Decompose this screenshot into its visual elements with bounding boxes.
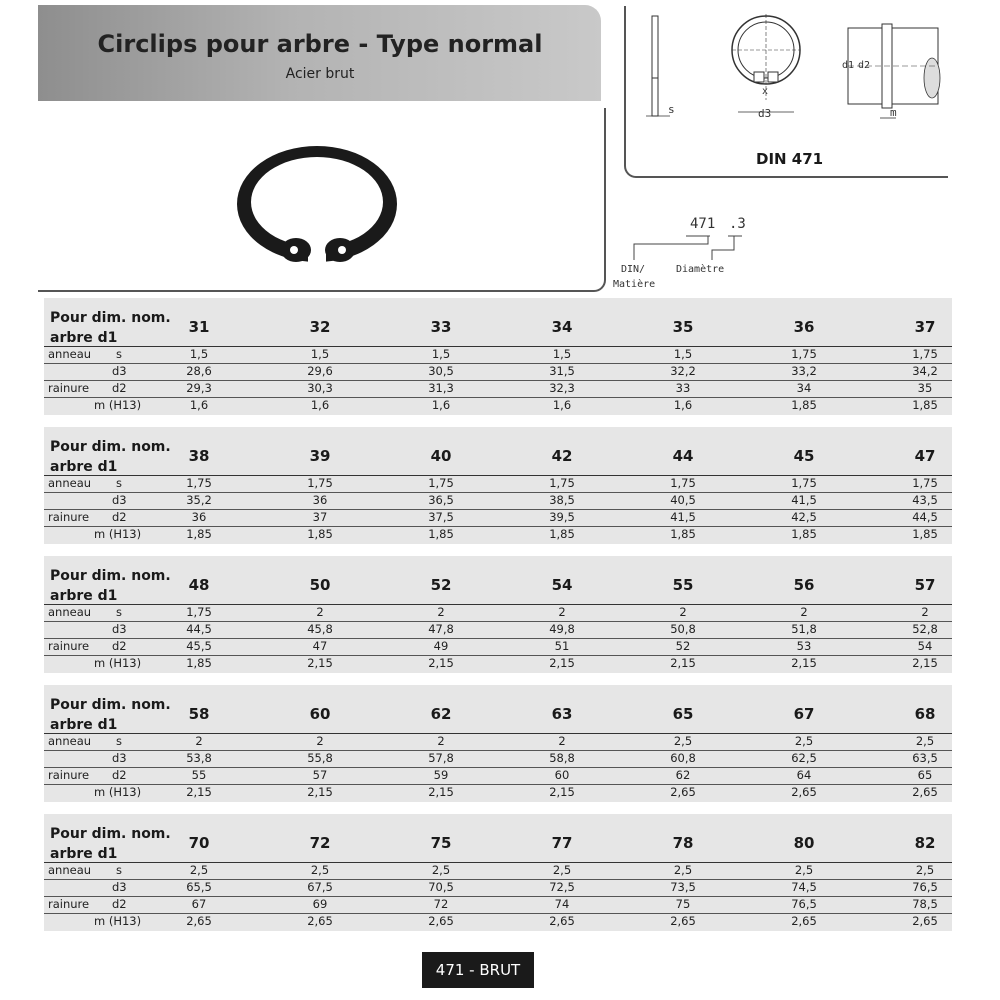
- dim-d3-label: d3: [758, 107, 772, 120]
- table-cell: 62,5: [791, 751, 817, 765]
- shaft-diameter-header: 44: [672, 447, 694, 465]
- table-cell: 67,5: [307, 880, 333, 894]
- table-cell: 64: [796, 768, 812, 782]
- table-cell: 1,6: [673, 398, 693, 412]
- shaft-diameter-header: 47: [914, 447, 936, 465]
- shaft-diameter-header: 32: [309, 318, 331, 336]
- shaft-diameter-header: 75: [430, 834, 452, 852]
- row-label-d3: d3: [112, 751, 127, 765]
- table-row-m: [44, 913, 952, 930]
- table-cell: 54: [917, 639, 933, 653]
- shaft-diameter-header: 68: [914, 705, 936, 723]
- shaft-diameter-header: 54: [551, 576, 573, 594]
- table-cell: 2: [679, 605, 687, 619]
- page-subtitle: Acier brut: [285, 66, 355, 82]
- table-cell: 2,65: [670, 785, 696, 799]
- table-cell: 1,85: [186, 656, 212, 670]
- header-label-line: Pour dim. nom.: [50, 697, 171, 713]
- table-header-label: [50, 308, 180, 348]
- table-row-d2: [44, 380, 952, 398]
- table-header-label: [50, 437, 180, 477]
- table-cell: 1,85: [670, 527, 696, 541]
- table-cell: 38,5: [549, 493, 575, 507]
- code-label-diametre: Diamètre: [676, 264, 725, 275]
- row-label-d2: d2: [112, 768, 127, 782]
- table-cell: 1,75: [186, 476, 212, 490]
- code-label-matiere: Matière: [613, 279, 656, 290]
- table-cell: 32,2: [670, 364, 696, 378]
- row-label-d3: d3: [112, 880, 127, 894]
- shaft-diameter-header: 33: [430, 318, 452, 336]
- table-cell: 2,65: [791, 914, 817, 928]
- table-cell: 2: [316, 605, 324, 619]
- code-din-number: 471: [690, 216, 716, 232]
- shaft-diameter-header: 70: [188, 834, 210, 852]
- table-cell: 30,3: [307, 381, 333, 395]
- table-cell: 47,8: [428, 622, 454, 636]
- table-cell: 59: [433, 768, 449, 782]
- table-row-m: [44, 784, 952, 801]
- table-header-row: [44, 427, 952, 476]
- table-cell: 2,15: [428, 656, 454, 670]
- table-row-d2: [44, 767, 952, 785]
- shaft-diameter-header: 77: [551, 834, 573, 852]
- table-cell: 2: [437, 605, 445, 619]
- group-label-anneau: anneau: [48, 476, 92, 490]
- shaft-diameter-header: 35: [672, 318, 694, 336]
- table-cell: 28,6: [186, 364, 212, 378]
- table-cell: 1,75: [670, 476, 696, 490]
- table-cell: 29,3: [186, 381, 212, 395]
- row-label-s: s: [116, 347, 122, 361]
- table-cell: 60: [554, 768, 570, 782]
- table-cell: 2,5: [189, 863, 209, 877]
- table-cell: 49: [433, 639, 449, 653]
- table-cell: 1,85: [307, 527, 333, 541]
- shaft-diameter-header: 38: [188, 447, 210, 465]
- group-label-rainure: rainure: [48, 897, 90, 911]
- row-label-m: m (H13): [94, 656, 142, 670]
- group-label-anneau: anneau: [48, 605, 92, 619]
- table-cell: 33: [675, 381, 691, 395]
- table-cell: 2,15: [670, 656, 696, 670]
- table-header-label: [50, 695, 180, 735]
- table-cell: 73,5: [670, 880, 696, 894]
- table-cell: 2,15: [428, 785, 454, 799]
- table-cell: 31,3: [428, 381, 454, 395]
- row-label-d2: d2: [112, 381, 127, 395]
- shaft-diameter-header: 40: [430, 447, 452, 465]
- shaft-diameter-header: 63: [551, 705, 573, 723]
- table-cell: 1,85: [912, 527, 938, 541]
- dimension-table: [44, 298, 952, 415]
- table-cell: 2,15: [186, 785, 212, 799]
- row-label-d3: d3: [112, 622, 127, 636]
- table-header-label: [50, 824, 180, 864]
- dimension-table: [44, 556, 952, 673]
- table-cell: 72,5: [549, 880, 575, 894]
- table-cell: 1,85: [791, 398, 817, 412]
- shaft-diameter-header: 34: [551, 318, 573, 336]
- table-row-s: [44, 604, 952, 622]
- shaft-diameter-header: 39: [309, 447, 331, 465]
- group-label-anneau: anneau: [48, 347, 92, 361]
- table-cell: 34,2: [912, 364, 938, 378]
- header-label-line: arbre d1: [50, 330, 118, 346]
- table-cell: 78,5: [912, 897, 938, 911]
- group-label-anneau: anneau: [48, 734, 92, 748]
- header-label-line: Pour dim. nom.: [50, 568, 171, 584]
- table-row-d2: [44, 638, 952, 656]
- table-cell: 1,75: [912, 476, 938, 490]
- group-label-anneau: anneau: [48, 863, 92, 877]
- table-cell: 1,75: [428, 476, 454, 490]
- table-cell: 1,85: [186, 527, 212, 541]
- table-cell: 1,5: [552, 347, 572, 361]
- table-cell: 2: [195, 734, 203, 748]
- shaft-diameter-header: 62: [430, 705, 452, 723]
- table-cell: 2: [316, 734, 324, 748]
- shaft-diameter-header: 42: [551, 447, 573, 465]
- table-cell: 1,6: [310, 398, 330, 412]
- table-cell: 1,75: [186, 605, 212, 619]
- shaft-diameter-header: 55: [672, 576, 694, 594]
- table-cell: 1,75: [912, 347, 938, 361]
- group-label-rainure: rainure: [48, 381, 90, 395]
- table-cell: 67: [191, 897, 207, 911]
- group-label-rainure: rainure: [48, 510, 90, 524]
- table-row-d3: [44, 492, 952, 510]
- table-cell: 74,5: [791, 880, 817, 894]
- row-label-m: m (H13): [94, 914, 142, 928]
- table-cell: 2,5: [552, 863, 572, 877]
- table-cell: 2,65: [912, 914, 938, 928]
- header-label-line: arbre d1: [50, 459, 118, 475]
- dimension-table: [44, 427, 952, 544]
- group-label-rainure: rainure: [48, 639, 90, 653]
- table-cell: 1,6: [552, 398, 572, 412]
- table-cell: 2,65: [912, 785, 938, 799]
- row-label-m: m (H13): [94, 785, 142, 799]
- table-cell: 29,6: [307, 364, 333, 378]
- header-label-line: Pour dim. nom.: [50, 826, 171, 842]
- shaft-diameter-header: 56: [793, 576, 815, 594]
- row-label-s: s: [116, 734, 122, 748]
- table-cell: 2,65: [428, 914, 454, 928]
- table-cell: 2,5: [794, 863, 814, 877]
- table-cell: 2: [921, 605, 929, 619]
- din-standard-label: DIN 471: [756, 150, 824, 168]
- table-cell: 1,85: [912, 398, 938, 412]
- table-header-label: [50, 566, 180, 606]
- header-label-line: arbre d1: [50, 846, 118, 862]
- table-cell: 57: [312, 768, 328, 782]
- code-diameter: .3: [729, 216, 746, 232]
- code-label-din: DIN/: [621, 264, 646, 275]
- table-cell: 65: [917, 768, 933, 782]
- table-cell: 2,5: [915, 734, 935, 748]
- table-cell: 1,75: [791, 347, 817, 361]
- table-cell: 2,5: [794, 734, 814, 748]
- table-cell: 58,8: [549, 751, 575, 765]
- table-cell: 43,5: [912, 493, 938, 507]
- table-cell: 2,65: [307, 914, 333, 928]
- table-cell: 41,5: [791, 493, 817, 507]
- table-cell: 40,5: [670, 493, 696, 507]
- table-cell: 76,5: [791, 897, 817, 911]
- table-row-d3: [44, 363, 952, 381]
- table-cell: 2,15: [307, 785, 333, 799]
- table-cell: 30,5: [428, 364, 454, 378]
- dimension-table: [44, 685, 952, 802]
- table-row-d2: [44, 509, 952, 527]
- table-cell: 2: [800, 605, 808, 619]
- table-cell: 1,85: [428, 527, 454, 541]
- table-cell: 32,3: [549, 381, 575, 395]
- table-cell: 2: [558, 605, 566, 619]
- table-header-row: [44, 685, 952, 734]
- shaft-diameter-header: 45: [793, 447, 815, 465]
- table-cell: 55,8: [307, 751, 333, 765]
- shaft-diameter-header: 50: [309, 576, 331, 594]
- row-label-m: m (H13): [94, 527, 142, 541]
- table-cell: 33,2: [791, 364, 817, 378]
- table-cell: 49,8: [549, 622, 575, 636]
- table-cell: 52,8: [912, 622, 938, 636]
- table-row-s: [44, 346, 952, 364]
- shaft-diameter-header: 58: [188, 705, 210, 723]
- shaft-diameter-header: 78: [672, 834, 694, 852]
- table-cell: 65,5: [186, 880, 212, 894]
- row-label-s: s: [116, 863, 122, 877]
- table-cell: 63,5: [912, 751, 938, 765]
- table-cell: 2,5: [915, 863, 935, 877]
- circlip-photo: [222, 138, 412, 280]
- table-cell: 2,65: [670, 914, 696, 928]
- dim-m-label: m: [890, 106, 897, 119]
- shaft-diameter-header: 37: [914, 318, 936, 336]
- shaft-diameter-header: 31: [188, 318, 210, 336]
- table-cell: 2,15: [549, 785, 575, 799]
- table-cell: 2,15: [307, 656, 333, 670]
- table-cell: 35: [917, 381, 933, 395]
- table-cell: 62: [675, 768, 691, 782]
- table-cell: 1,85: [549, 527, 575, 541]
- header-label-line: Pour dim. nom.: [50, 439, 171, 455]
- table-row-m: [44, 655, 952, 672]
- table-cell: 2,15: [912, 656, 938, 670]
- table-cell: 1,6: [431, 398, 451, 412]
- table-cell: 2,5: [310, 863, 330, 877]
- table-cell: 51: [554, 639, 570, 653]
- header-label-line: arbre d1: [50, 588, 118, 604]
- table-row-d3: [44, 621, 952, 639]
- dim-x-label: x: [762, 86, 769, 97]
- table-cell: 1,75: [549, 476, 575, 490]
- shaft-diameter-header: 65: [672, 705, 694, 723]
- table-cell: 1,85: [791, 527, 817, 541]
- table-cell: 2,15: [549, 656, 575, 670]
- table-cell: 2,65: [791, 785, 817, 799]
- table-row-s: [44, 862, 952, 880]
- table-header-row: [44, 298, 952, 347]
- table-cell: 72: [433, 897, 449, 911]
- table-cell: 39,5: [549, 510, 575, 524]
- table-row-d3: [44, 750, 952, 768]
- table-cell: 44,5: [912, 510, 938, 524]
- table-cell: 53: [796, 639, 812, 653]
- table-cell: 60,8: [670, 751, 696, 765]
- dim-d2-label: d2: [858, 60, 871, 71]
- table-row-s: [44, 733, 952, 751]
- table-row-m: [44, 526, 952, 543]
- table-cell: 37,5: [428, 510, 454, 524]
- table-header-row: [44, 556, 952, 605]
- table-cell: 36: [191, 510, 207, 524]
- table-cell: 2,65: [186, 914, 212, 928]
- shaft-diameter-header: 72: [309, 834, 331, 852]
- shaft-diameter-header: 60: [309, 705, 331, 723]
- shaft-diameter-header: 48: [188, 576, 210, 594]
- table-cell: 37: [312, 510, 328, 524]
- row-label-d3: d3: [112, 364, 127, 378]
- header-label-line: arbre d1: [50, 717, 118, 733]
- table-cell: 2,5: [673, 734, 693, 748]
- table-row-d2: [44, 896, 952, 914]
- dim-d1-label: d1: [842, 60, 855, 71]
- table-cell: 2: [437, 734, 445, 748]
- header-label-line: Pour dim. nom.: [50, 310, 171, 326]
- table-cell: 51,8: [791, 622, 817, 636]
- table-cell: 31,5: [549, 364, 575, 378]
- shaft-diameter-header: 52: [430, 576, 452, 594]
- page-title: Circlips pour arbre - Type normal: [97, 30, 543, 58]
- table-cell: 45,8: [307, 622, 333, 636]
- shaft-diameter-header: 82: [914, 834, 936, 852]
- table-row-m: [44, 397, 952, 414]
- table-cell: 75: [675, 897, 691, 911]
- shaft-diameter-header: 67: [793, 705, 815, 723]
- table-cell: 69: [312, 897, 328, 911]
- table-cell: 2,5: [673, 863, 693, 877]
- table-row-d3: [44, 879, 952, 897]
- table-cell: 36,5: [428, 493, 454, 507]
- table-cell: 44,5: [186, 622, 212, 636]
- reference-badge: 471 - BRUT: [422, 952, 534, 988]
- table-cell: 1,75: [307, 476, 333, 490]
- row-label-m: m (H13): [94, 398, 142, 412]
- table-cell: 55: [191, 768, 207, 782]
- table-cell: 36: [312, 493, 328, 507]
- table-cell: 2: [558, 734, 566, 748]
- table-cell: 1,6: [189, 398, 209, 412]
- table-cell: 52: [675, 639, 691, 653]
- dimension-table: [44, 814, 952, 931]
- row-label-s: s: [116, 476, 122, 490]
- group-label-rainure: rainure: [48, 768, 90, 782]
- shaft-diameter-header: 80: [793, 834, 815, 852]
- shaft-diameter-header: 36: [793, 318, 815, 336]
- row-label-d3: d3: [112, 493, 127, 507]
- table-header-row: [44, 814, 952, 863]
- table-cell: 2,15: [791, 656, 817, 670]
- shaft-diameter-header: 57: [914, 576, 936, 594]
- table-cell: 1,75: [791, 476, 817, 490]
- table-cell: 70,5: [428, 880, 454, 894]
- table-cell: 45,5: [186, 639, 212, 653]
- table-cell: 1,5: [189, 347, 209, 361]
- row-label-d2: d2: [112, 639, 127, 653]
- dim-s-label: s: [668, 103, 675, 116]
- table-cell: 2,5: [431, 863, 451, 877]
- table-cell: 1,5: [310, 347, 330, 361]
- table-row-s: [44, 475, 952, 493]
- table-cell: 2,65: [549, 914, 575, 928]
- table-cell: 50,8: [670, 622, 696, 636]
- table-cell: 47: [312, 639, 328, 653]
- row-label-d2: d2: [112, 897, 127, 911]
- table-cell: 42,5: [791, 510, 817, 524]
- row-label-s: s: [116, 605, 122, 619]
- table-cell: 76,5: [912, 880, 938, 894]
- row-label-d2: d2: [112, 510, 127, 524]
- table-cell: 1,5: [431, 347, 451, 361]
- table-cell: 34: [796, 381, 812, 395]
- table-cell: 35,2: [186, 493, 212, 507]
- table-cell: 74: [554, 897, 570, 911]
- table-cell: 41,5: [670, 510, 696, 524]
- table-cell: 1,5: [673, 347, 693, 361]
- table-cell: 53,8: [186, 751, 212, 765]
- table-cell: 57,8: [428, 751, 454, 765]
